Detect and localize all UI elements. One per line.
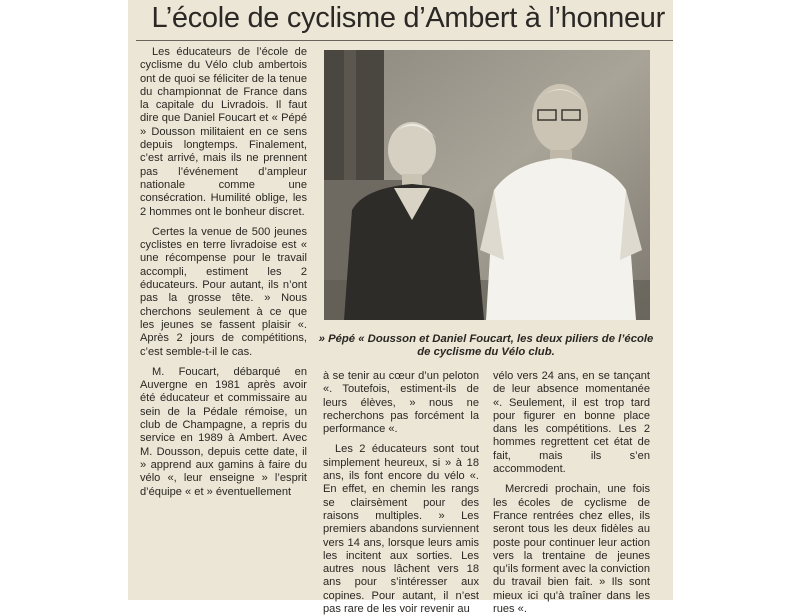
article-column-1	[140, 46, 307, 499]
photo-caption: » Pépé « Dousson et Daniel Foucart, les deux piliers de l’école de cyclisme du Vélo club.	[318, 333, 654, 358]
article-photo	[324, 50, 650, 320]
column1-paragraph-1: Les éducateurs de l’école de cyclisme du Vélo club ambertois ont de quoi se féliciter de la tenue du championnat de France dans la capitale du Livradois. Il faut dire que Daniel Foucart et « Pépé » Dousson militaient en ce sens depuis longtemps. Finalement, c’est arrivé, mais ils ne prennent pas l’événement d’ampleur nationale comme une consécration. Humilité oblige, les 2 hommes ont le bonheur discret.	[140, 46, 307, 218]
column2-paragraph-2: Les 2 éducateurs sont tout simplement heureux, si » à 18 ans, ils font encore du vélo «. En effet, en chemin les rangs se clairsèment pour des raisons multiples. » Les premiers abandons surviennent vers 14 ans, lorsque leurs amis les incitent aux sorties. Les autres nous lâchent vers 18 ans pour s’intéresser aux copines. Pour autant, il n’est pas rare de les voir revenir au	[323, 443, 479, 616]
article-column-3	[493, 370, 650, 616]
column1-paragraph-3: M. Foucart, débarqué en Auvergne en 1981 après avoir été éducateur et commissaire au sein de la Pédale rémoise, un club de Champagne, a repris du service en 1989 à Ambert. Avec M. Dousson, depuis cette date, il » apprend aux gamins à faire du vélo «, leur enseigne » l’esprit d’équipe « et » éventuellement	[140, 365, 307, 498]
column3-paragraph-2: Mercredi prochain, une fois les écoles de cyclisme de France rentrées chez elles, ils seront tous les deux fidèles au poste pour continuer leur action vers la trentaine de jeunes qu’ils forment avec la conviction du travail bien fait. » Ils sont mieux ici qu’à traîner dans les rues «.	[493, 483, 650, 616]
newspaper-clipping	[128, 0, 673, 616]
headline-rule	[136, 40, 673, 41]
column3-paragraph-1: vélo vers 24 ans, en se tançant de leur absence momentanée «. Seulement, il est trop tard pour figurer en bonne place dans les compétitions. Les 2 hommes regrettent cet état de fait, mais ils s’en accommodent.	[493, 370, 650, 476]
article-column-2	[323, 370, 479, 616]
column1-paragraph-2: Certes la venue de 500 jeunes cyclistes en terre livradoise est « une récompense pour le travail accompli, estiment les 2 éducateurs. Pour autant, ils n’ont pas la grosse tête. » Nous cherchons seulement à ce que les jeunes se fassent plaisir «. Après 2 jours de compétitions, c’est semble-t-il le cas.	[140, 225, 307, 358]
column2-paragraph-1: à se tenir au cœur d’un peloton «. Toutefois, estiment-ils de leurs élèves, » nous ne recherchons pas forcément la performance «.	[323, 370, 479, 436]
article-headline: L’école de cyclisme d’Ambert à l’honneur	[151, 2, 665, 34]
